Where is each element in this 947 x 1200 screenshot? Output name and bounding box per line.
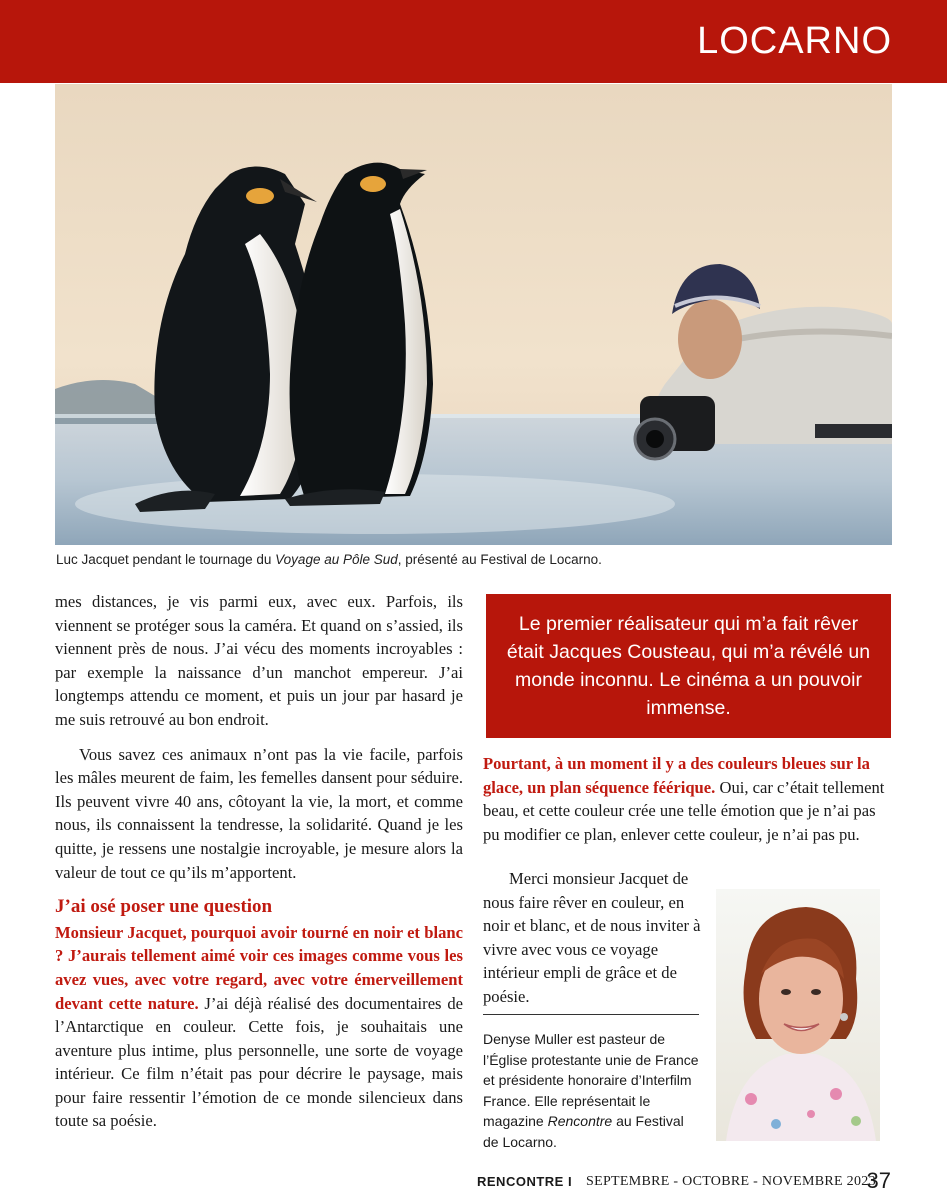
footer-magazine-name: RENCONTRE — [477, 1174, 564, 1189]
closing-paragraph: Merci monsieur Jacquet de nous faire rêver en couleur, en noir et blanc, et de nous inviter à vivre avec vous ce voyage intérieur empli de grâce et de poésie. — [483, 869, 701, 1006]
page-number: 37 — [866, 1168, 891, 1193]
right-paragraph — [483, 752, 891, 846]
question-text: Monsieur Jacquet, pourquoi avoir tourné en noir et blanc ? J’aurais tellement aimé voir ces images comme vous les avez vues, avec votre regard, avec votre émerveillement devant cette nature. — [55, 922, 463, 1013]
paragraph-2: Vous savez ces animaux n’ont pas la vie facile, parfois les mâles meurent de faim, les femelles dansent pour séduire. Ils peuvent vivre 40 ans, côtoyant la vie, la mort, et comme nous, ils connaissent la tendresse, la solidarité. Quand je les quitte, je ressens une nostalgie incroyable, je mesure alors la valeur de tout ce qu’ils m’apportent. — [55, 744, 463, 882]
paragraph-1: mes distances, je vis parmi eux, avec eux. Parfois, ils viennent se protéger sous la caméra. Et quand on s’assied, ils viennent près de nous. J’ai vécu des moments incroyables : par exemple la naissance d’un manchot empereur. J’ai longtemps attendu ce moment, et puis un jour par hasard je me suis retrouvé au bon endroit. — [55, 592, 463, 729]
bio-magazine: Rencontre — [547, 1113, 613, 1129]
right-column — [483, 752, 891, 846]
section-header-bar — [0, 0, 947, 83]
bio-text: Denyse Muller est pasteur de l’Église protestante unie de France et présidente honoraire d’Interfilm France. Elle représentait le magazine — [483, 1031, 699, 1129]
right-answer-text: Oui, car c’était tellement beau, et cette couleur crée une telle émotion que je n’ai pas pu modifier ce plan, enlever cette couleur, je n’ai pas pu. — [483, 777, 885, 844]
caption-text-end: , présenté au Festival de Locarno. — [397, 552, 602, 567]
section-title: LOCARNO — [697, 20, 892, 62]
bio-text-end: au Festival de Locarno. — [483, 1113, 684, 1150]
divider — [483, 1014, 699, 1015]
question-paragraph — [55, 921, 463, 1133]
pull-quote-text: Le premier réalisateur qui m’a fait rêver était Jacques Cousteau, qui m’a révélé un monde inconnu. Le cinéma a un pouvoir immense. — [506, 613, 871, 719]
hero-photo — [55, 84, 892, 545]
photo-caption — [56, 552, 602, 567]
author-portrait — [716, 889, 880, 1141]
right-question-text: Pourtant, à un moment il y a des couleurs bleues sur la glace, un plan séquence féérique. — [483, 754, 870, 797]
pull-quote — [486, 594, 891, 738]
left-column — [55, 590, 463, 1133]
caption-film-title: Voyage au Pôle Sud — [275, 552, 398, 567]
section-heading: J’ai osé poser une question — [55, 896, 273, 918]
footer-issue-date: SEPTEMBRE - OCTOBRE - NOVEMBRE 2023 — [586, 1174, 876, 1189]
author-bio — [483, 1029, 703, 1152]
page-footer — [0, 1168, 947, 1198]
caption-text: Luc Jacquet pendant le tournage du — [56, 552, 276, 567]
answer-text: J’ai déjà réalisé des documentaires de l’Antarctique en couleur. Cette fois, je souhaitais une aventure plus intime, plus personnelle, une sorte de voyage intérieur. Ce film n’était pas pour décrire le paysage, mais pour faire ressentir l’émotion de ce monde silencieux dans toute sa poésie. — [55, 993, 464, 1131]
footer-separator: I — [568, 1174, 572, 1189]
